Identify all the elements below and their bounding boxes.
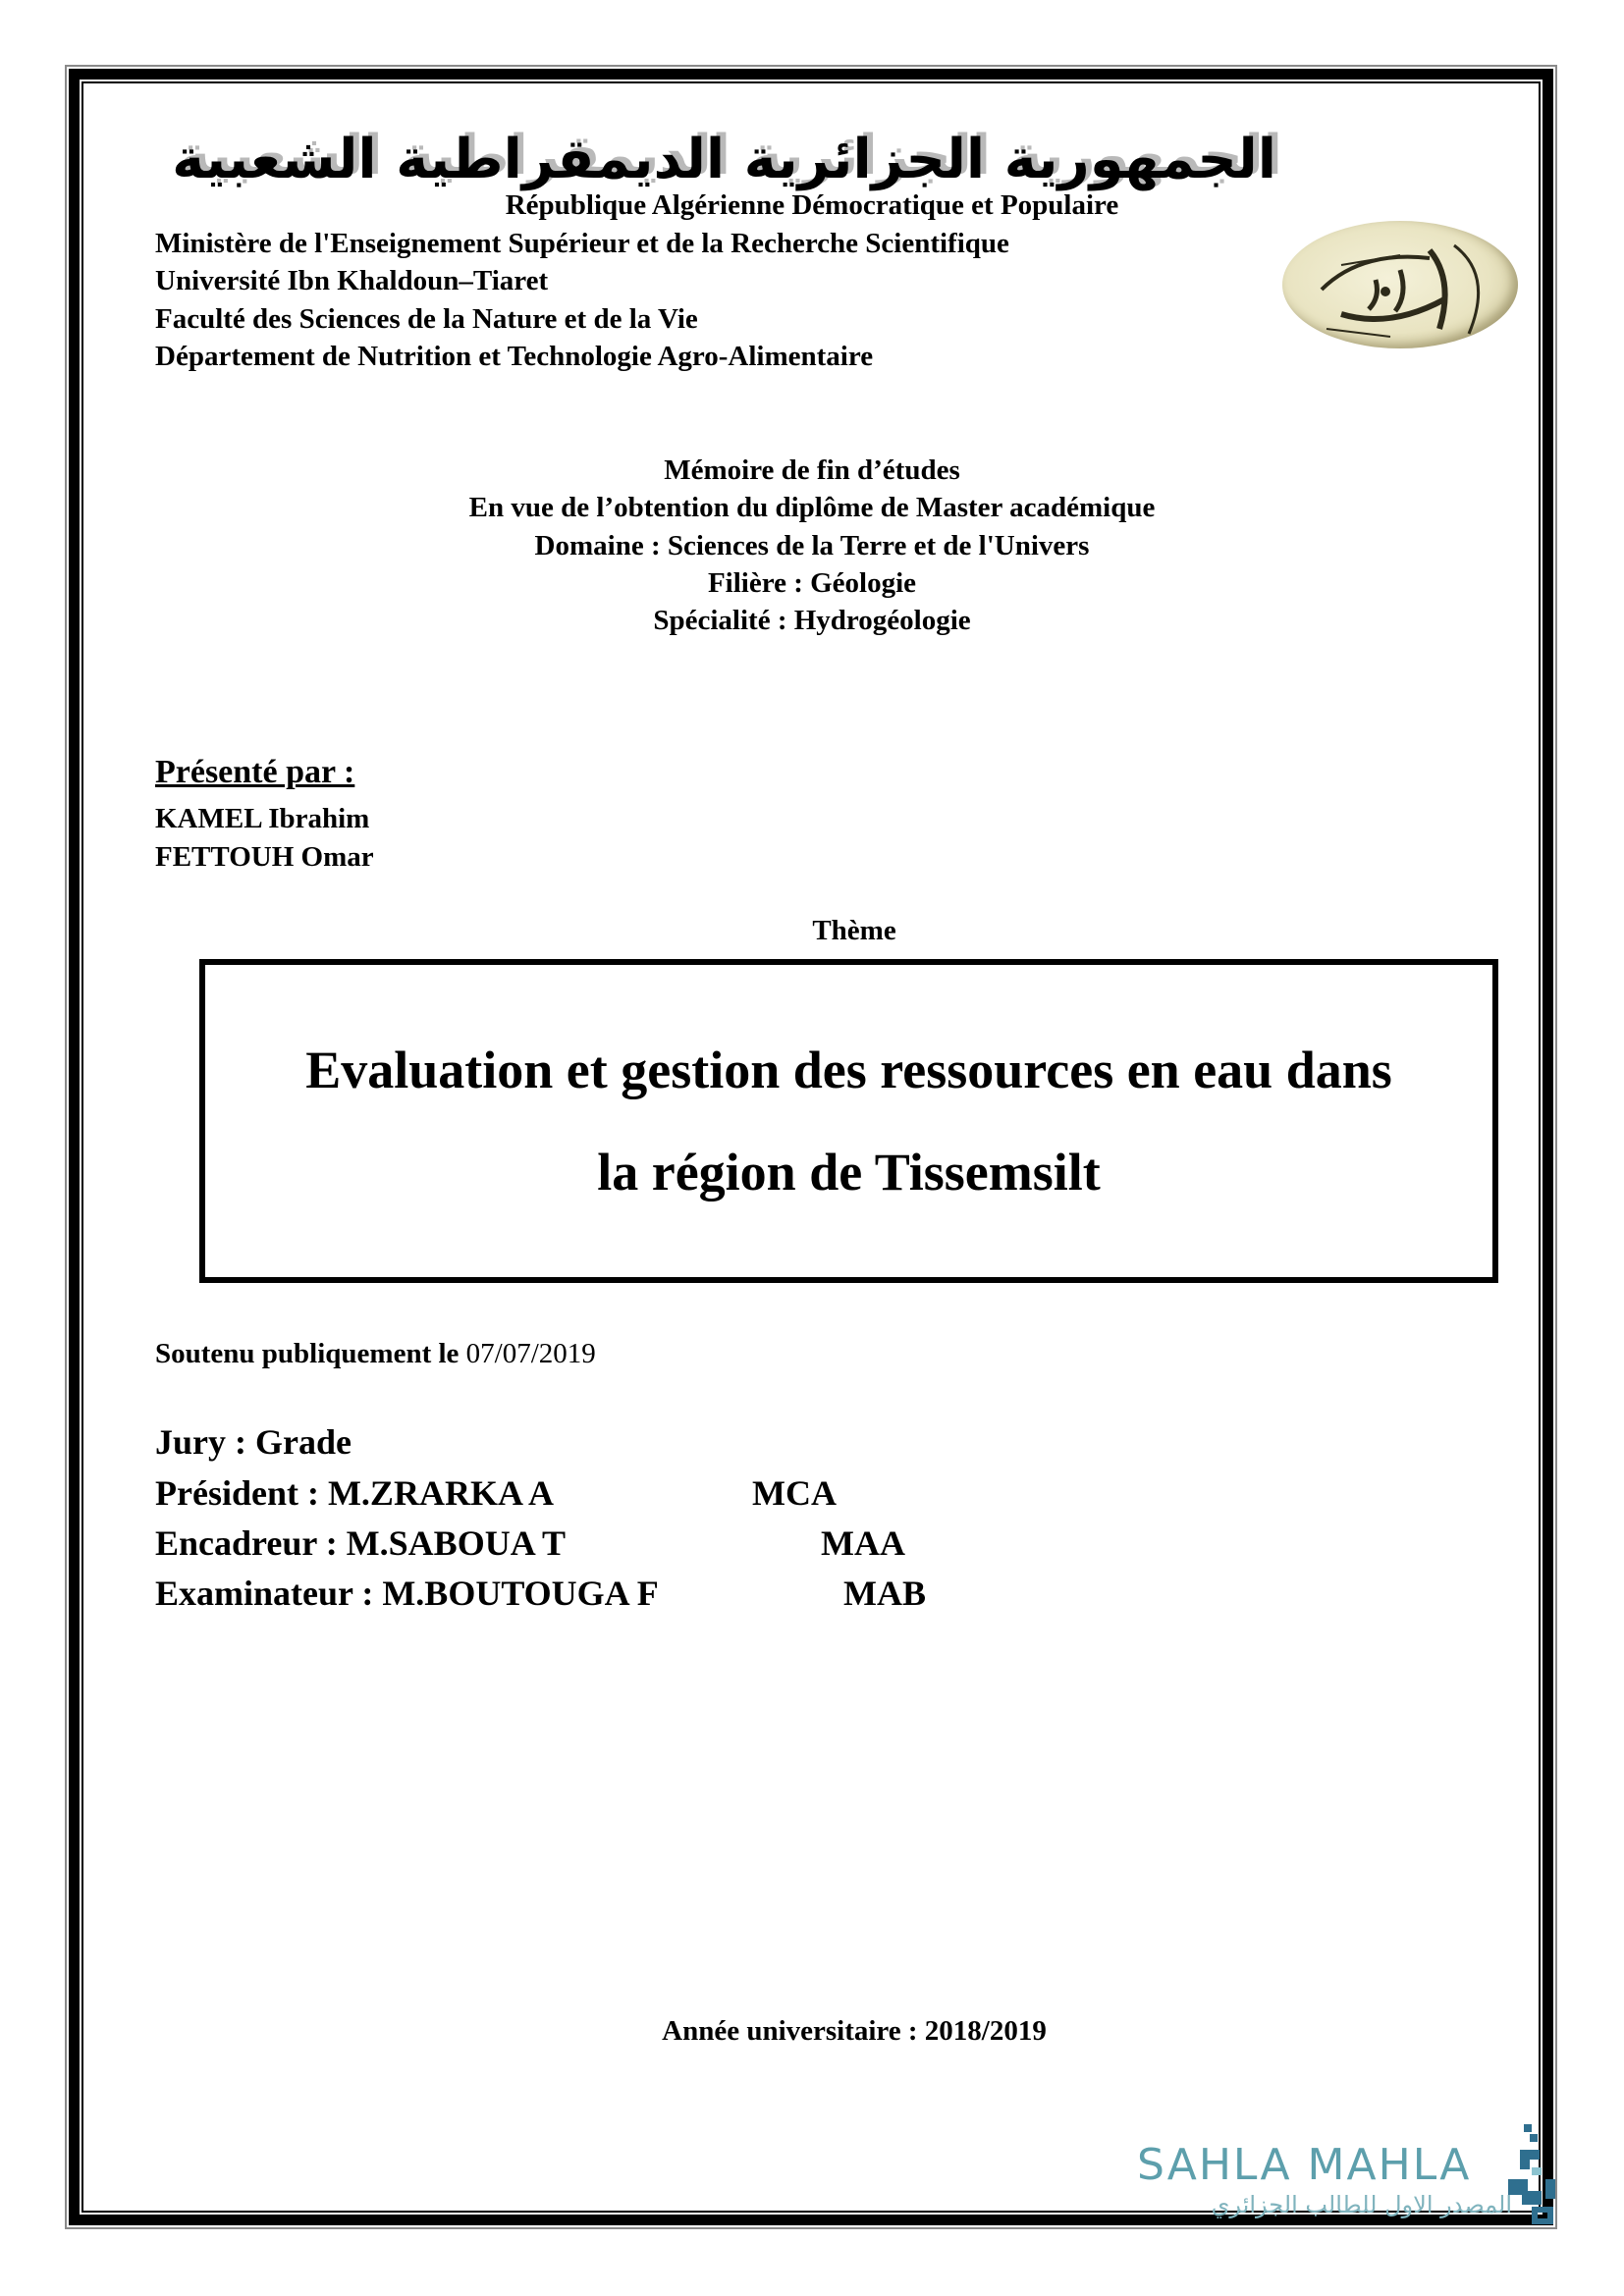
jury-grade-examiner: MAB (843, 1574, 926, 1613)
republic-name: République Algérienne Démocratique et Populaire (505, 189, 1119, 221)
ministry-name: Ministère de l'Enseignement Supérieur et de la Recherche Scientifique (155, 228, 1009, 259)
jury-grade-supervisor: MAA (821, 1523, 905, 1563)
memoire-line: Mémoire de fin d’études (664, 454, 960, 486)
arabic-republic-title: الجمهورية الجزائرية الديمقراطية الشعبية (172, 128, 1276, 191)
jury-member-supervisor: Encadreur : M.SABOUA T (155, 1523, 567, 1563)
specialite-line: Spécialité : Hydrogéologie (653, 605, 971, 636)
university-seal-icon (1282, 221, 1518, 348)
defense-line (155, 1338, 596, 1370)
jury-member-examiner: Examinateur : M.BOUTOUGA F (155, 1574, 659, 1613)
presented-by-label: Présenté par : (155, 754, 355, 790)
theme-label: Thème (812, 915, 896, 946)
defense-date: 07/07/2019 (465, 1338, 596, 1369)
filiere-line: Filière : Géologie (707, 567, 917, 599)
faculty-name: Faculté des Sciences de la Nature et de la Vie (155, 303, 698, 335)
jury-grade-president: MCA (752, 1473, 837, 1513)
sahla-mahla-logo-icon (1502, 2120, 1561, 2233)
theme-title-line2: la région de Tissemsilt (597, 1143, 1101, 1201)
theme-title-box (199, 959, 1498, 1283)
defense-label: Soutenu publiquement le (155, 1338, 460, 1369)
diploma-line: En vue de l’obtention du diplôme de Master académique (468, 492, 1156, 523)
jury-member-president: Président : M.ZRARKA A (155, 1473, 554, 1513)
watermark-brand: SAHLA MAHLA (1137, 2140, 1472, 2190)
author-name: FETTOUH Omar (155, 841, 374, 873)
department-name: Département de Nutrition et Technologie Agro-Alimentaire (155, 341, 874, 372)
jury-header: Jury : Grade (155, 1422, 352, 1462)
university-name: Université Ibn Khaldoun–Tiaret (155, 265, 549, 296)
academic-year: Année universitaire : 2018/2019 (662, 2015, 1047, 2047)
domaine-line: Domaine : Sciences de la Terre et de l'Univers (534, 530, 1090, 561)
watermark-tagline: المصدر الاول للطالب الجزائري (1211, 2191, 1512, 2218)
author-name: KAMEL Ibrahim (155, 803, 370, 834)
theme-title-line1: Evaluation et gestion des ressources en eau dans (305, 1041, 1392, 1099)
